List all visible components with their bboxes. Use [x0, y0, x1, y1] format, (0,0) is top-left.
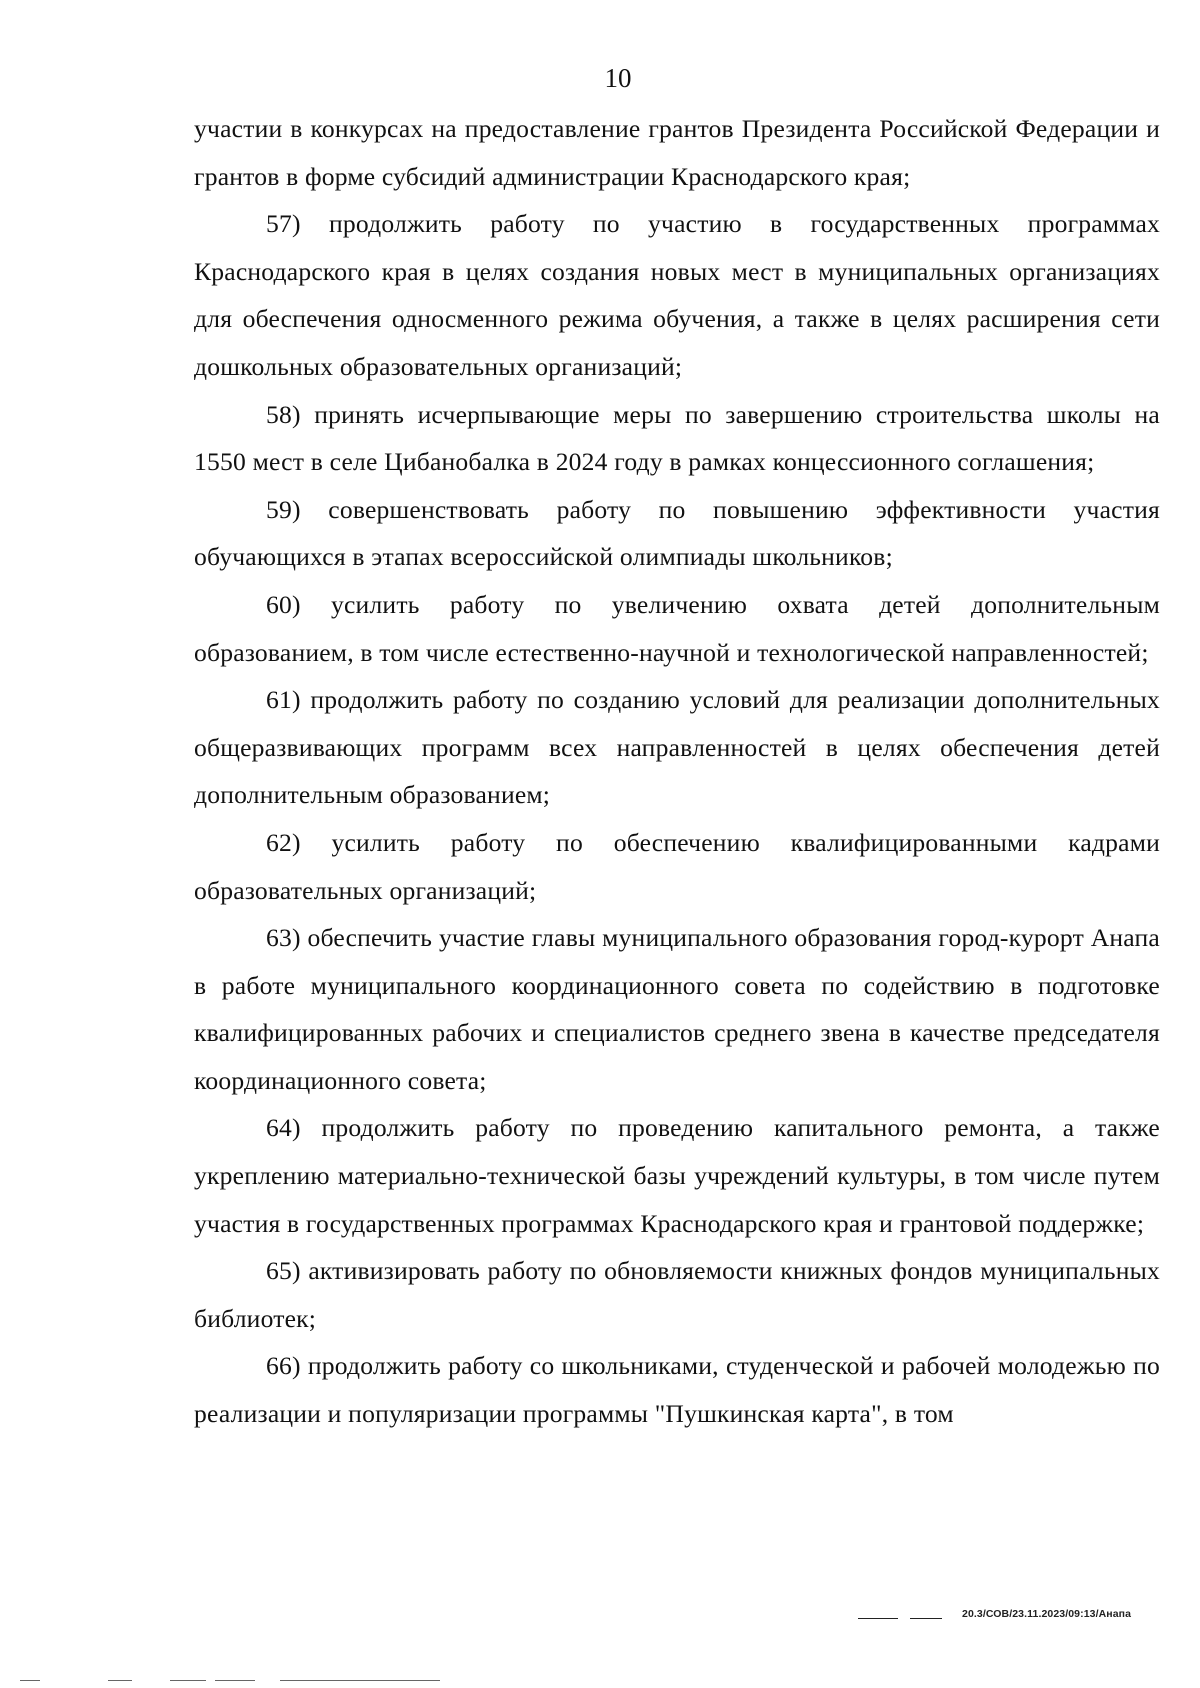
- footer-rule: [858, 1618, 948, 1622]
- paragraph-item-58: 58) принять исчерпывающие меры по завершению строительства школы на 1550 мест в селе Цибанобалка в 2024 году в рамках концессионного соглашения;: [194, 399, 1160, 477]
- paragraph-item-63: 63) обеспечить участие главы муниципального образования город-курорт Анапа в работе муниципального координационного совета по содействию в подготовке квалифицированных рабочих и специалистов среднего звена в качестве председателя координационного совета;: [194, 923, 1160, 1095]
- paragraph-item-59: 59) совершенствовать работу по повышению эффективности участия обучающихся в этапах всероссийской олимпиады школьников;: [194, 494, 1160, 572]
- paragraph-item-60: 60) усилить работу по увеличению охвата детей дополнительным образованием, в том числе естественно-научной и технологической направленностей;: [194, 589, 1160, 667]
- paragraph-item-57: 57) продолжить работу по участию в государственных программах Краснодарского края в целях создания новых мест в муниципальных организациях для обеспечения односменного режима обучения, а также в целях расширения сети дошкольных образовательных организаций;: [194, 209, 1160, 381]
- paragraph-item-64: 64) продолжить работу по проведению капитального ремонта, а также укреплению материально-технической базы учреждений культуры, в том числе путем участия в государственных программах Краснодарского края и грантовой поддержке;: [194, 1113, 1160, 1238]
- paragraph-item-66: 66) продолжить работу со школьниками, студенческой и рабочей молодежью по реализации и популяризации программы "Пушкинская карта", в том: [194, 1351, 1160, 1429]
- paragraph-continuation: участии в конкурсах на предоставление грантов Президента Российской Федерации и грантов в форме субсидий администрации Краснодарского края;: [194, 114, 1160, 191]
- paragraph-item-62: 62) усилить работу по обеспечению квалифицированными кадрами образовательных организаций;: [194, 827, 1160, 905]
- paragraph-item-61: 61) продолжить работу по созданию условий для реализации дополнительных общеразвивающих программ всех направленностей в целях обеспечения детей дополнительным образованием;: [194, 685, 1160, 810]
- page-number: 10: [604, 63, 632, 93]
- scan-artifact-lines: [0, 1680, 1200, 1684]
- paragraph-item-65: 65) активизировать работу по обновляемости книжных фондов муниципальных библиотек;: [194, 1256, 1160, 1333]
- document-body: [194, 105, 1160, 1438]
- document-registration-code: 20.3/СОВ/23.11.2023/09:13/Анапа: [962, 1608, 1132, 1620]
